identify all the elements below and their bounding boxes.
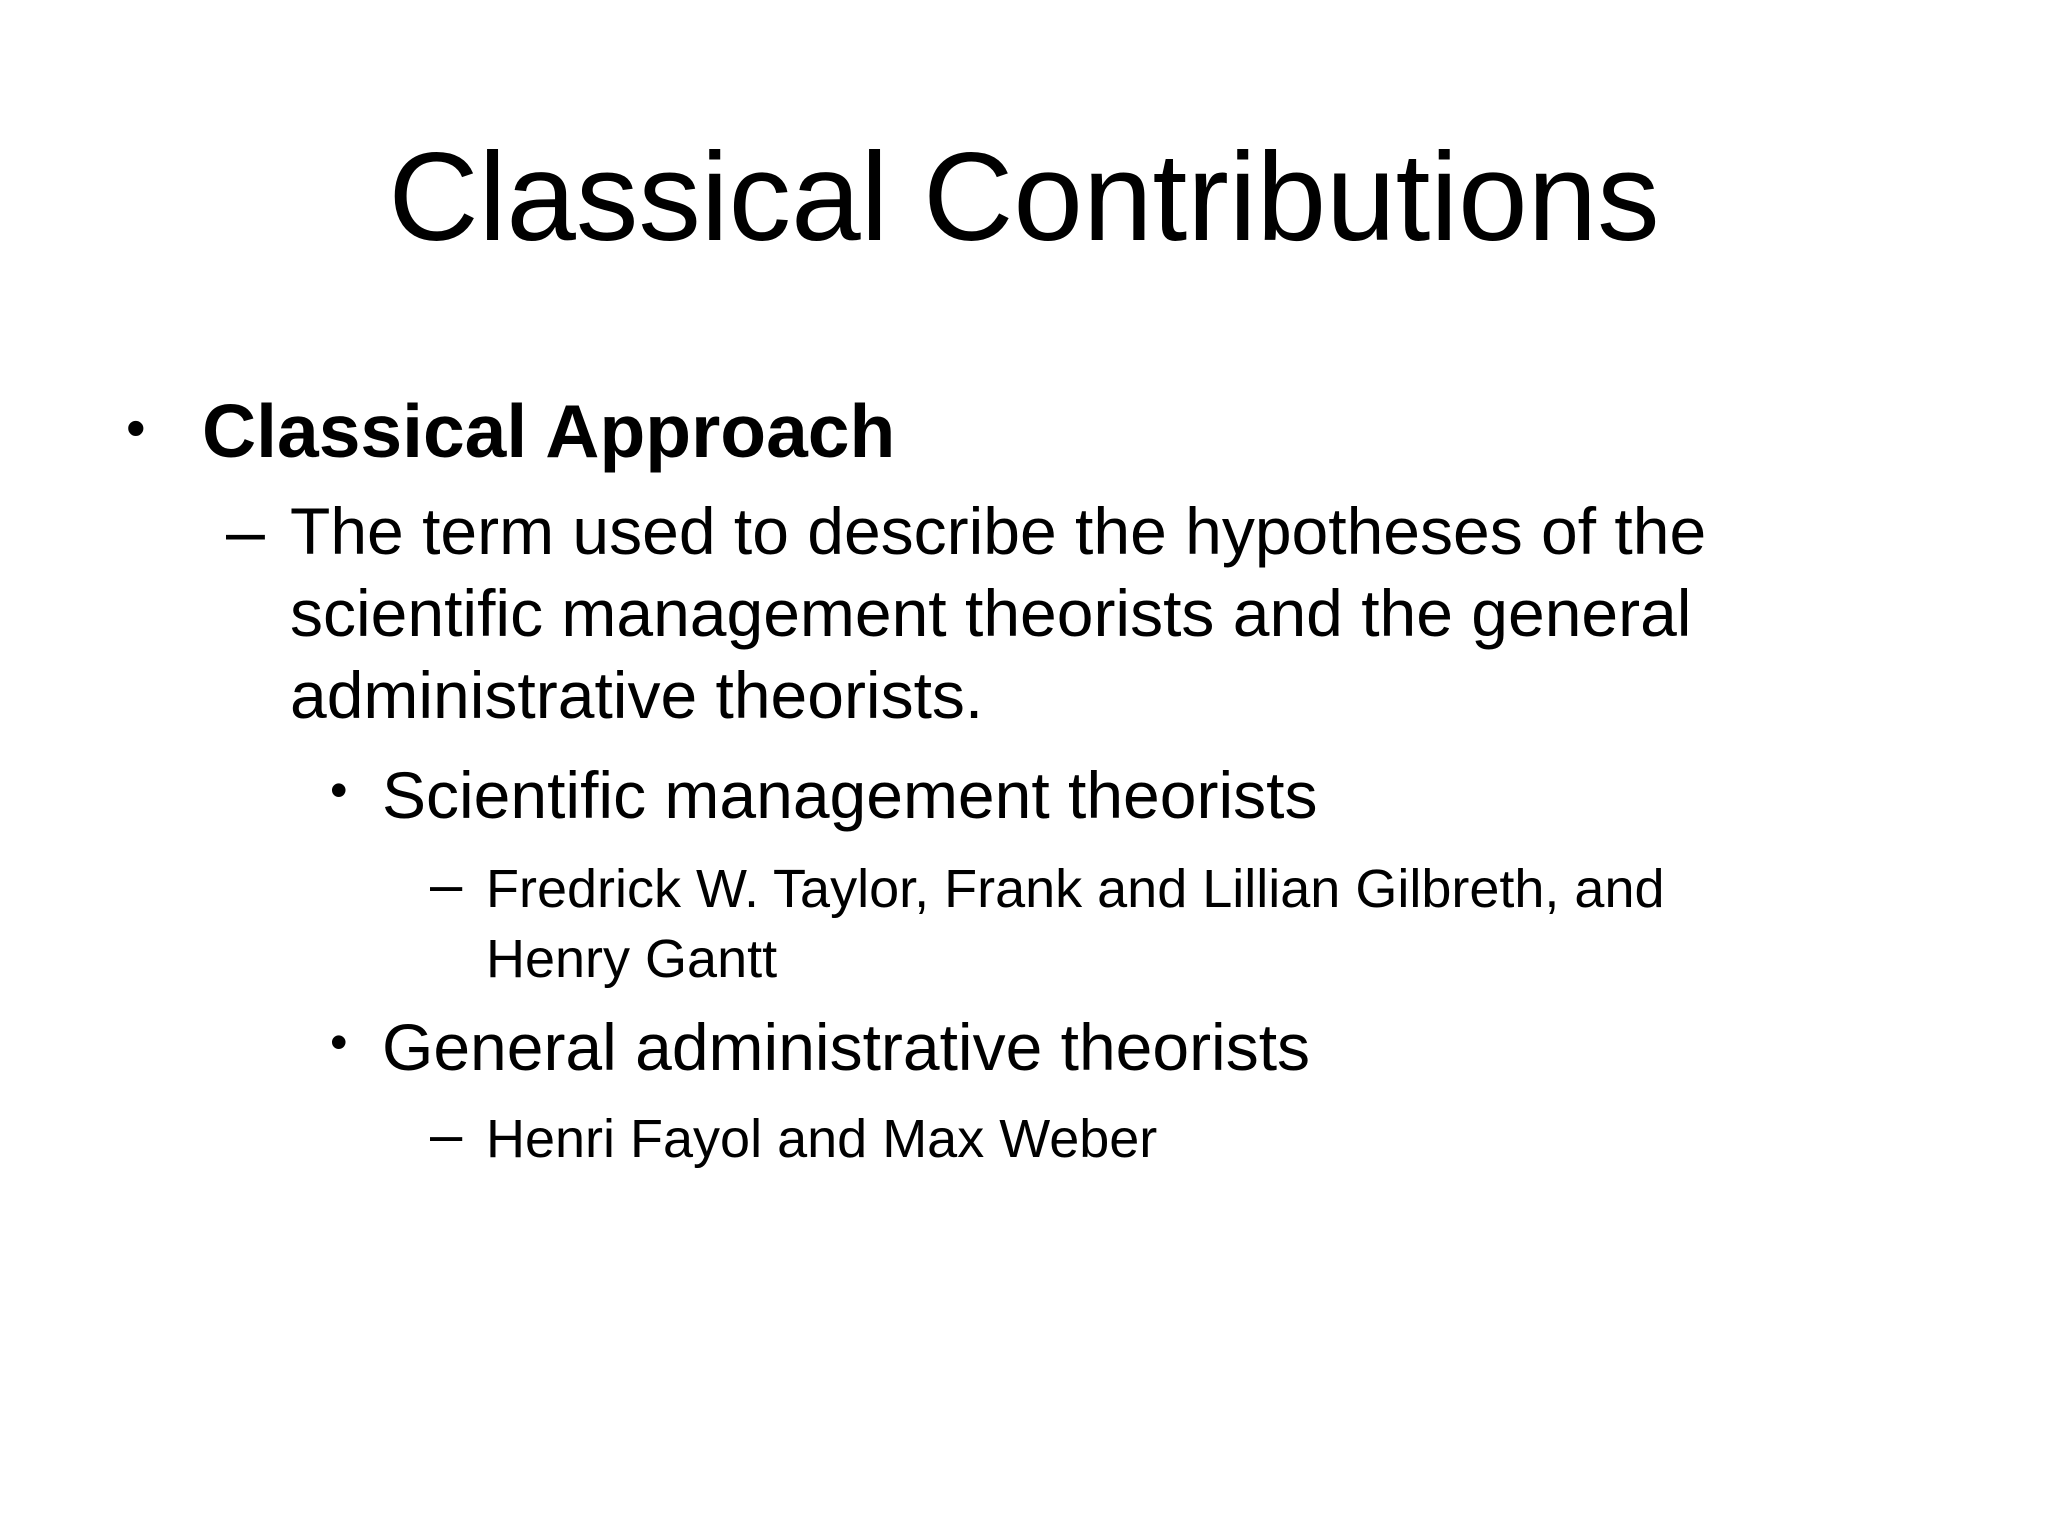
list-line: Fredrick W. Taylor, Frank and Lillian Gilbreth, and [486, 859, 1665, 919]
definition-line: The term used to describe the hypotheses of the [290, 494, 1707, 568]
heading-classical-approach: Classical Approach [202, 389, 896, 473]
bullet-icon: • [126, 396, 146, 459]
dash-icon: – [226, 492, 265, 570]
scientific-management-heading: Scientific management theorists [382, 758, 1318, 832]
definition-line: scientific management theorists and the general [290, 576, 1692, 650]
bullet-icon: • [330, 762, 348, 818]
slide-title: Classical Contributions [388, 128, 1660, 267]
dash-icon: – [430, 852, 463, 917]
general-theorists-list [486, 1104, 1157, 1174]
dash-icon: – [430, 1102, 463, 1167]
scientific-theorists-list [486, 854, 1665, 994]
list-line: Henry Gantt [486, 929, 778, 989]
definition-text [290, 490, 1706, 736]
bullet-icon: • [330, 1014, 348, 1070]
general-administrative-heading: General administrative theorists [382, 1010, 1311, 1084]
definition-line: administrative theorists. [290, 658, 984, 732]
list-line: Henri Fayol and Max Weber [486, 1109, 1158, 1169]
